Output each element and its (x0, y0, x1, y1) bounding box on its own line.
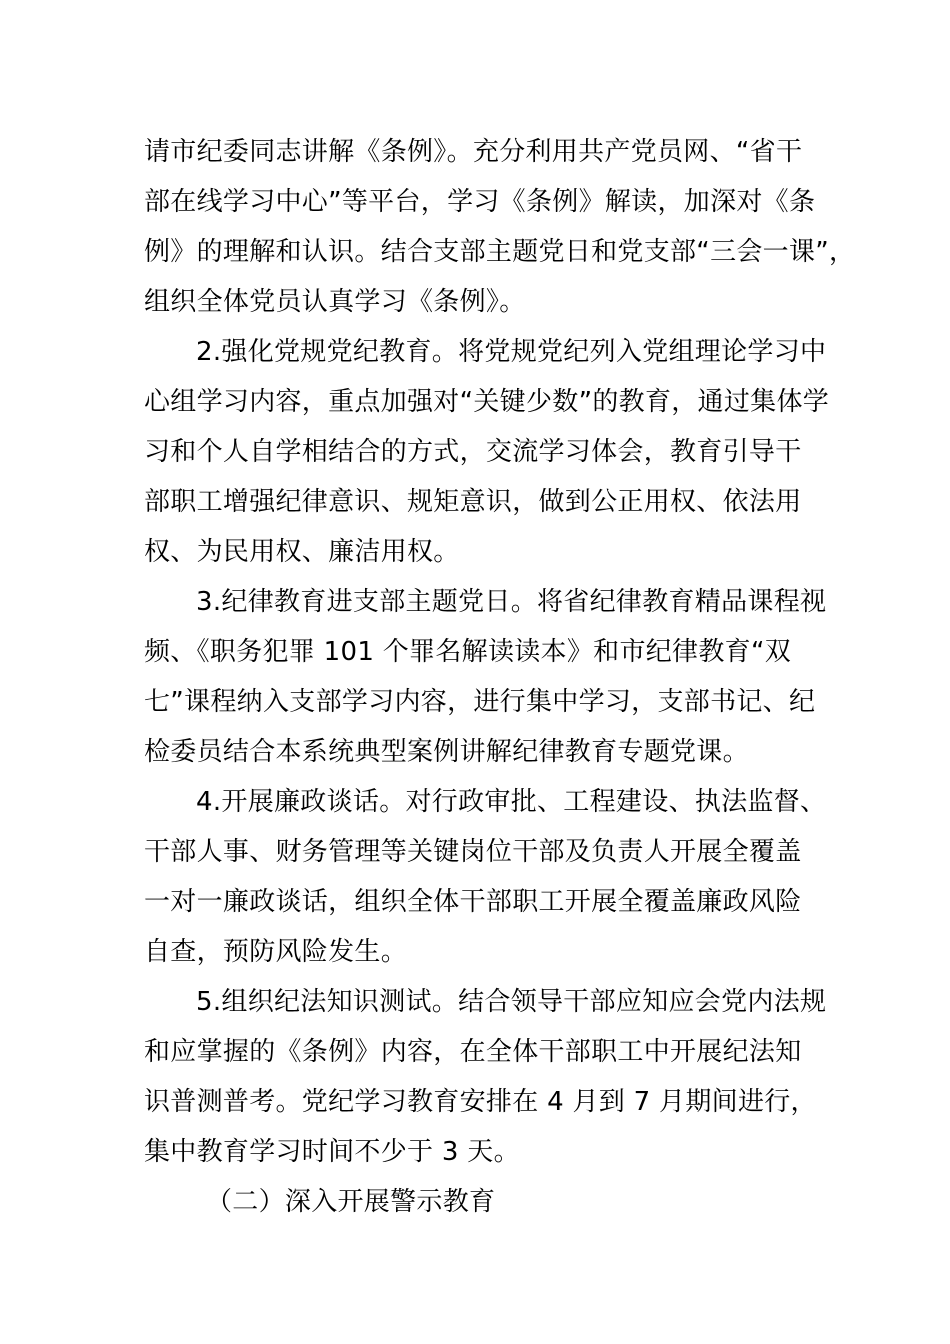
paragraph-line: 部在线学习中心”等平台，学习《条例》解读，加深对《条 (144, 187, 816, 217)
paragraph-line: 干部人事、财务管理等关键岗位干部及负责人开展全覆盖 (144, 837, 802, 867)
paragraph-line: 部职工增强纪律意识、规矩意识，做到公正用权、依法用 (144, 487, 802, 517)
paragraph-line: 集中教育学习时间不少于 3 天。 (144, 1137, 520, 1167)
section-heading: （二）深入开展警示教育 (206, 1187, 496, 1217)
paragraph-line: 组织全体党员认真学习《条例》。 (144, 287, 526, 317)
paragraph-line: 例》的理解和认识。结合支部主题党日和党支部“三会一课”， (144, 237, 856, 267)
item-3-line: 3.纪律教育进支部主题党日。将省纪律教育精品课程视 (196, 587, 827, 617)
paragraph-line: 心组学习内容，重点加强对“关键少数”的教育，通过集体学 (144, 387, 830, 417)
paragraph-line: 七”课程纳入支部学习内容，进行集中学习，支部书记、纪 (144, 687, 816, 717)
item-2-line: 2.强化党规党纪教育。将党规党纪列入党组理论学习中 (196, 337, 827, 367)
paragraph-line: 权、为民用权、廉洁用权。 (144, 537, 460, 567)
paragraph-line: 频、《职务犯罪 101 个罪名解读读本》和市纪律教育“双 (144, 637, 792, 667)
paragraph-line: 习和个人自学相结合的方式，交流学习体会，教育引导干 (144, 437, 802, 467)
item-5-line: 5.组织纪法知识测试。结合领导干部应知应会党内法规 (196, 987, 827, 1017)
item-4-line: 4.开展廉政谈话。对行政审批、工程建设、执法监督、 (196, 787, 827, 817)
paragraph-line: 请市纪委同志讲解《条例》。充分利用共产党员网、“省干 (144, 137, 803, 167)
paragraph-line: 识普测普考。党纪学习教育安排在 4 月到 7 月期间进行， (144, 1087, 817, 1117)
paragraph-line: 检委员结合本系统典型案例讲解纪律教育专题党课。 (144, 737, 749, 767)
paragraph-line: 自查，预防风险发生。 (144, 937, 408, 967)
paragraph-line: 和应掌握的《条例》内容，在全体干部职工中开展纪法知 (144, 1037, 802, 1067)
paragraph-line: 一对一廉政谈话，组织全体干部职工开展全覆盖廉政风险 (144, 887, 802, 917)
